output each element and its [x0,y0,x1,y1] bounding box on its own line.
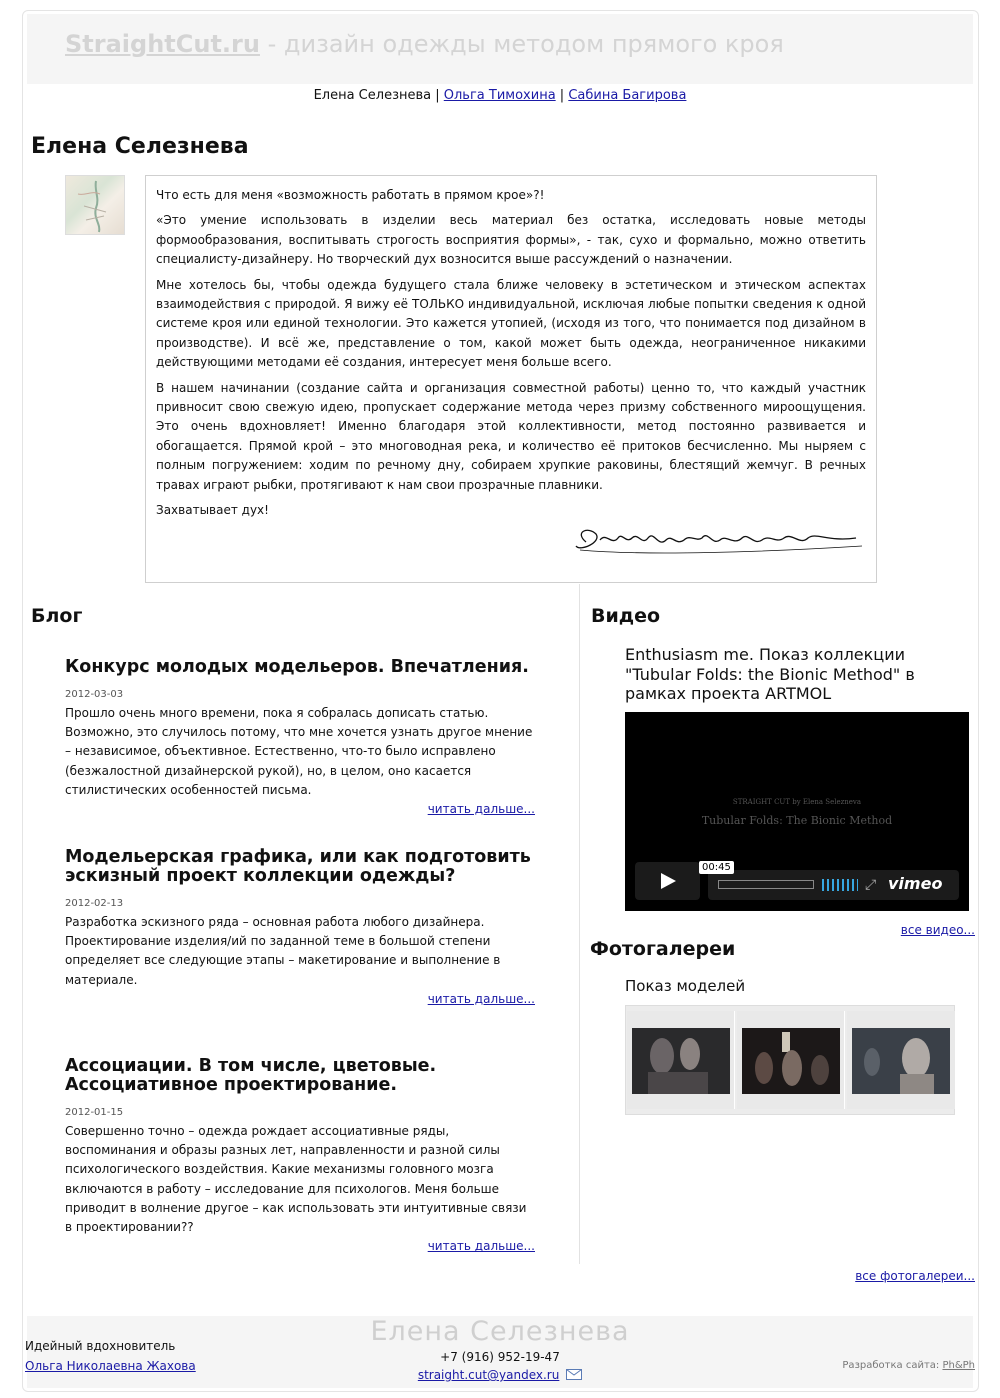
post-excerpt: Разработка эскизного ряда – основная работа любого дизайнера. Проектирование изделия/ий по заданной теме в большой степени определяет все следующие этапы – макетирование и выполнение в материале. [65,915,501,987]
vimeo-logo[interactable]: vimeo [888,874,943,893]
footer-inspirer-label: Идейный вдохновитель [25,1339,176,1353]
post-date: 2012-01-15 [65,1107,124,1118]
column-divider [579,584,580,1264]
footer-developer [842,1360,975,1371]
post-date: 2012-03-03 [65,689,124,700]
read-more-link[interactable]: читать дальше... [427,1239,535,1254]
avatar [65,175,125,235]
site-name-link[interactable]: StraightCut.ru [65,30,260,58]
post-title[interactable]: Модельерская графика, или как подготовить эскизный проект коллекции одежды? [65,847,531,886]
nav-separator: | [555,88,569,103]
video-duration: 00:45 [699,861,734,874]
gallery-photo [742,1028,840,1094]
fullscreen-icon[interactable]: ⤢ [865,877,877,893]
galleries-heading: Фотогалереи [590,938,736,960]
video-title[interactable]: Enthusiasm me. Показ коллекции "Tubular Folds: the Bionic Method" в рамках проекта ARTMOL [625,645,915,703]
video-caption-small: STRAIGHT CUT by Elena Selezneva [732,798,862,806]
footer-dev-link[interactable]: Ph&Ph [942,1360,975,1371]
gallery-album-title[interactable]: Показ моделей [625,977,746,995]
statement-paragraph: Мне хотелось бы, чтобы одежда будущего стала ближе человеку в эстетическом и этическом аспектах взаимодействия с природой. Я вижу её ТОЛЬКО индивидуальной, исключая любые попытки сведения к одной системе кроя или единой технологии. Это кажется утопией, (исходя из того, что понимается под дизайном в производстве). И всё же, представление о том, какой может быть одежда, неограниченное никакими действующими методами её создания, интересует меня больше всего. [156,277,866,370]
blog-heading: Блог [31,605,83,627]
gallery-photo [632,1028,730,1094]
nav-link-bagirova[interactable]: Сабина Багирова [568,88,687,103]
read-more-link[interactable]: читать дальше... [427,991,535,1006]
statement-paragraph: Что есть для меня «возможность работать в прямом крое»?! [156,188,545,202]
footer-inspirer-link[interactable]: Ольга Николаевна Жахова [25,1359,196,1373]
read-more-link[interactable]: читать дальше... [427,802,535,817]
post-excerpt: Прошло очень много времени, пока я собралась дописать статью. Возможно, это случилось потому, что мне хочется узнать другое мнение – независимое, объективное. Естественно, что-то было исправлено (безжалостной дизайнерской рукой), но, в целом, оно касается стилистических особенностей письма. [65,706,533,797]
blog-post [65,658,535,816]
footer-phone: +7 (916) 952-19-47 [440,1350,560,1364]
gallery-thumb[interactable] [627,1011,735,1109]
video-player[interactable] [625,712,969,911]
all-galleries-link[interactable]: все фотогалереи... [855,1269,975,1283]
footer-email-link[interactable]: straight.cut@yandex.ru [417,1368,560,1382]
nav-current-person: Елена Селезнева [313,88,432,103]
mail-icon[interactable] [566,1369,582,1383]
gallery-thumb[interactable] [737,1011,845,1109]
gallery-photo [852,1028,950,1094]
person-statement [145,175,877,583]
post-title[interactable]: Конкурс молодых модельеров. Впечатления. [65,657,529,677]
site-tagline: - дизайн одежды методом прямого кроя [259,30,784,58]
nav-separator: | [431,88,444,103]
post-date: 2012-02-13 [65,898,124,909]
video-heading: Видео [591,605,661,627]
blog-post [65,1057,535,1253]
post-title[interactable]: Ассоциации. В том числе, цветовые. Ассоциативное проектирование. [65,1056,437,1095]
volume-icon[interactable] [822,879,858,891]
blog-post [65,848,535,1006]
gallery-thumb[interactable] [847,1011,955,1109]
gallery-thumbnails [625,1005,955,1115]
statement-paragraph: Захватывает дух! [156,503,269,518]
signature [566,512,866,562]
video-caption: Tubular Folds: The Bionic Method [701,814,893,827]
play-icon[interactable] [635,862,700,900]
person-nav [0,88,1000,103]
person-name-heading: Елена Селезнева [31,134,249,159]
footer-name: Елена Селезнева [370,1316,630,1347]
nav-link-timokhina[interactable]: Ольга Тимохина [443,88,556,103]
progress-bar[interactable] [718,880,814,889]
player-controls [708,870,959,900]
footer-dev-label: Разработка сайта: [842,1360,943,1371]
post-excerpt: Совершенно точно – одежда рождает ассоциативные ряды, воспоминания и образы разных лет, направленности и разной силы психологического воздействия. Какие механизмы головного мозга включаются в работу – исследование для психологов. Меня больше приводит в волнение другое – как использовать эти интуитивные связи в проектировании?? [65,1124,527,1235]
site-title [65,30,784,58]
statement-paragraph: «Это умение использовать в изделии весь материал без остатка, исследовать новые методы формообразования, воспитывать строгость восприятия формы», - так, сухо и формально, можно ответить специалисту-дизайнеру. Но творческий дух возносится выше рассуждений о назначении. [156,213,866,267]
statement-paragraph: В нашем начинании (создание сайта и организация совместной работы) ценно то, что каждый участник привносит свою свежую идею, пропускает содержание метода через призму собственного мироощущения. Это очень вдохновляет! Именно благодаря этой коллективности, метод постоянно развивается и обогащается. Прямой крой – это многоводная река, и количество её притоков бесчисленно. Мы ныряем с полным погружением: ходим по речному дну, собираем хрупкие раковины, блестящий жемчуг. В речных травах играют рыбки, протягивают к нам свои прозрачные плавники. [156,380,866,492]
all-videos-link[interactable]: все видео... [900,923,975,937]
